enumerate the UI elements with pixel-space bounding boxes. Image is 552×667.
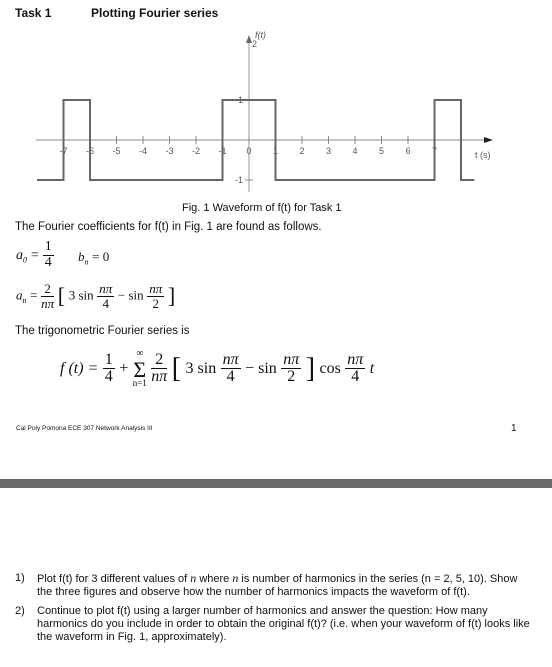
question-2-number: 2) xyxy=(15,605,25,617)
question-1-n-var-2: n xyxy=(232,571,239,585)
x-tick-label: -1 xyxy=(218,146,227,156)
series-term1-coef: 3 sin xyxy=(185,360,217,378)
an-term2-numerator: nπ xyxy=(149,281,163,296)
task-label: Task 1 xyxy=(15,6,52,20)
series-coef-fraction xyxy=(151,352,167,387)
series-term2-denominator: 2 xyxy=(287,368,296,386)
series-text: The trigonometric Fourier series is xyxy=(15,325,190,337)
sigma-symbol: Σ xyxy=(133,356,147,382)
fourier-series-equation: f (t) = $\frac{1}{4}$ + ∞ Σ n=1 $\frac{2}{n\pi}$ [ 3 sin $\frac{n\pi}{4}$ − sin $\frac{n\pi}{2}$ ] cos $\frac{n\pi}{4}$ t xyxy=(60,348,375,389)
question-1-text-c: is number of harmonics in the series (n = 2, 5, 10). Show the three figures and observe how the number of harmonics impacts the waveform of f(t). xyxy=(37,573,518,598)
bn-rhs: = 0 xyxy=(92,249,110,264)
x-tick-label: -5 xyxy=(112,146,121,156)
an-term1-denominator: 4 xyxy=(102,295,109,311)
an-minus-sin: − sin xyxy=(117,287,144,303)
a0-subscript: 0 xyxy=(23,255,27,265)
x-tick-label: 1 xyxy=(272,146,279,156)
x-ticks xyxy=(59,136,437,156)
x-tick-label: 7 xyxy=(431,146,438,156)
x-axis-label: t (s) xyxy=(475,150,491,160)
questions-list xyxy=(15,572,535,650)
a0-denominator: 4 xyxy=(44,254,52,270)
x-tick-label: -2 xyxy=(191,146,201,156)
an-coef-denominator: nπ xyxy=(41,295,55,311)
bn-subscript: n xyxy=(84,257,89,267)
x-tick-label: 0 xyxy=(246,146,252,156)
question-2-text: Continue to plot f(t) using a larger number of harmonics and answer the question: How many harmonics do you include in order to obtain the original f(t)? (i.e. when your waveform of f(t) looks like the waveform in Fig. 1, approximately). xyxy=(37,605,530,643)
series-cos: cos xyxy=(319,360,341,378)
y-tick-label: 1 xyxy=(237,95,243,105)
equation-an: $a_n$ = $\frac{2}{n\pi}$ [ 3 sin $\frac{n\pi}{4}$ − sin $\frac{n\pi}{2}$ ] xyxy=(16,281,176,311)
x-tick-label: -7 xyxy=(59,146,68,156)
an-coef-numerator: 2 xyxy=(41,282,54,297)
series-cos-numerator: nπ xyxy=(347,350,364,368)
an-term1-fraction xyxy=(97,282,114,310)
series-lhs: f (t) = xyxy=(60,360,99,378)
an-term2-fraction xyxy=(147,282,164,310)
question-2 xyxy=(15,605,535,644)
bn-symbol: b xyxy=(78,249,85,264)
summation xyxy=(133,349,147,389)
equation-bn xyxy=(78,249,109,267)
waveform-figure xyxy=(0,24,552,200)
series-cos-fraction xyxy=(345,352,365,387)
intro-text: The Fourier coefficients for f(t) in Fig. 1 are found as follows. xyxy=(15,221,322,233)
task-title: Plotting Fourier series xyxy=(91,6,219,20)
x-tick-label: -6 xyxy=(85,146,95,156)
question-1-text-a: Plot f(t) for 3 different values of xyxy=(37,573,191,585)
an-subscript: n xyxy=(22,296,27,306)
series-term1-numerator: nπ xyxy=(222,350,239,368)
an-term1-coef: 3 sin xyxy=(68,287,94,303)
an-term1-numerator: nπ xyxy=(99,281,113,296)
series-plus: + xyxy=(119,360,129,378)
an-coefficient-fraction xyxy=(41,282,54,310)
question-1-n-var: n xyxy=(190,571,197,585)
sum-lower-limit: n=1 xyxy=(132,378,147,389)
series-minus-sin: − sin xyxy=(245,360,277,378)
a0-symbol: a xyxy=(16,247,23,263)
series-term1-fraction xyxy=(221,352,241,387)
series-a0-denominator: 4 xyxy=(104,368,113,386)
x-tick-label: -3 xyxy=(165,146,174,156)
figure-caption: Fig. 1 Waveform of f(t) for Task 1 xyxy=(182,202,342,214)
an-term2-denominator: 2 xyxy=(152,295,160,311)
x-tick-label: -4 xyxy=(138,146,148,156)
series-t: t xyxy=(369,360,375,378)
page-number: 1 xyxy=(511,423,517,434)
question-1-number: 1) xyxy=(15,572,25,584)
series-cos-denominator: 4 xyxy=(351,368,360,386)
a0-numerator: 1 xyxy=(44,239,52,254)
y-axis-label: f(t) xyxy=(255,30,266,40)
x-tick-label: 2 xyxy=(299,146,305,156)
y-tick-label-2: 2 xyxy=(252,39,258,49)
series-coef-denominator: nπ xyxy=(151,368,168,386)
series-term1-denominator: 4 xyxy=(226,368,235,386)
x-tick-label: 3 xyxy=(325,146,332,156)
series-a0-fraction xyxy=(103,352,115,387)
x-axis-arrow xyxy=(484,137,493,143)
series-term2-fraction xyxy=(281,352,301,387)
x-tick-label: 4 xyxy=(352,146,358,156)
series-a0-numerator: 1 xyxy=(104,350,113,368)
question-1-text-b: where xyxy=(196,573,233,585)
x-tick-label: 5 xyxy=(378,146,385,156)
an-symbol: a xyxy=(16,287,23,303)
y-tick-label: -1 xyxy=(234,175,243,185)
sum-upper-limit: ∞ xyxy=(136,348,144,359)
x-tick-label: 6 xyxy=(405,146,411,156)
a0-fraction xyxy=(43,240,54,270)
series-term2-numerator: nπ xyxy=(283,350,300,368)
equation-a0: $a_0$ = $\frac{1}{4}$ xyxy=(16,239,52,270)
page-break-divider xyxy=(0,479,552,488)
question-1 xyxy=(15,572,535,599)
series-coef-numerator: 2 xyxy=(151,352,167,370)
footer-course: Cal Poly Pomona ECE 307 Network Analysis III xyxy=(16,425,153,432)
